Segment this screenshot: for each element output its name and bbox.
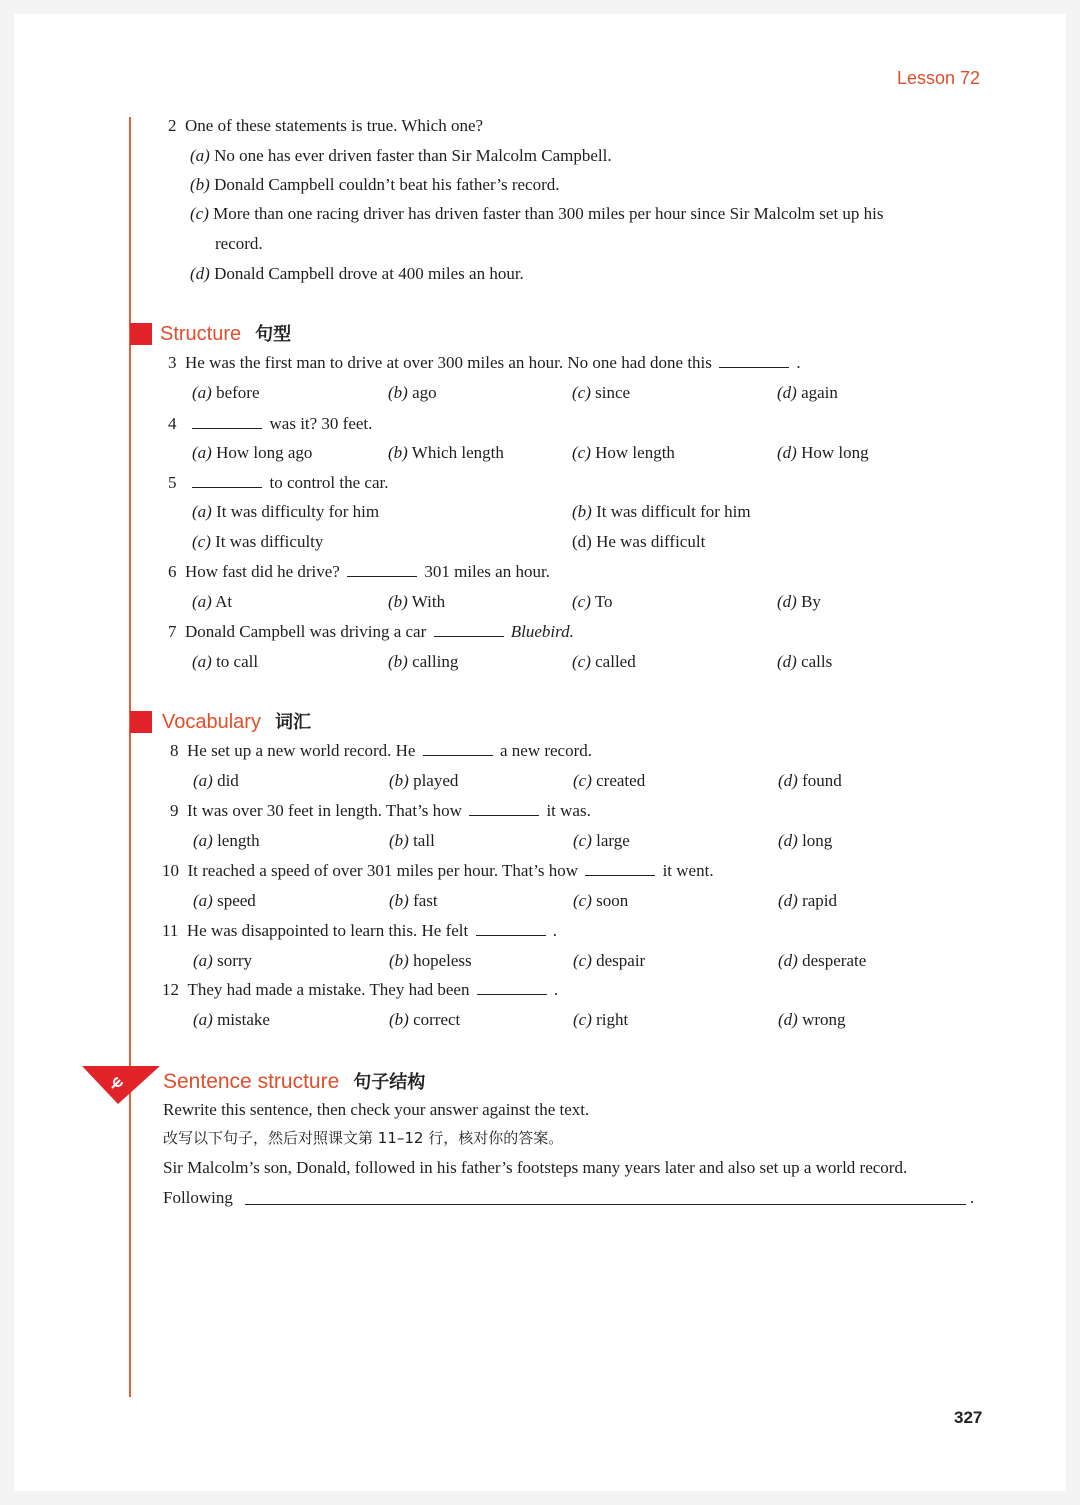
q10-option-d: (d) rapid [778, 891, 838, 910]
instruction-cn: 改写以下句子，然后对照课文第 11–12 行，核对你的答案。 [163, 1129, 564, 1147]
q2-option-a: (a) No one has ever driven faster than Sir Malcolm Campbell. [190, 146, 612, 165]
answer-blank[interactable] [192, 414, 262, 429]
q9-option-c: (c) large [573, 831, 630, 850]
q11-option-b: (b) hopeless [389, 951, 472, 970]
question-10: 10 It reached a speed of over 301 miles per hour. That’s how it went. [162, 861, 714, 880]
structure-marker [130, 323, 152, 345]
q6-option-d: (d) By [777, 592, 821, 611]
q7-option-d: (d) calls [777, 652, 833, 671]
q8-option-a: (a) did [193, 771, 239, 790]
q2-option-b: (b) Donald Campbell couldn’t beat his father’s record. [190, 175, 560, 194]
q2-option-c-cont: record. [215, 234, 263, 253]
q6-option-a: (a) At [192, 592, 233, 611]
answer-line[interactable] [245, 1204, 966, 1205]
instruction-en: Rewrite this sentence, then check your answer against the text. [163, 1100, 590, 1119]
answer-blank[interactable] [423, 741, 493, 756]
q12-option-b: (b) correct [389, 1010, 461, 1029]
answer-blank[interactable] [585, 861, 655, 876]
q2-option-d: (d) Donald Campbell drove at 400 miles an hour. [190, 264, 524, 283]
q5-option-d: (d) He was difficult [572, 532, 706, 551]
q3-option-d: (d) again [777, 383, 838, 402]
answer-blank[interactable] [469, 801, 539, 816]
q9-option-d: (d) long [778, 831, 833, 850]
q4-option-c: (c) How length [572, 443, 675, 462]
answer-blank[interactable] [477, 980, 547, 995]
vocabulary-marker [130, 711, 152, 733]
q4-option-d: (d) How long [777, 443, 869, 462]
q7-option-c: (c) called [572, 652, 636, 671]
lesson-label: Lesson 72 [897, 68, 981, 88]
q8-option-b: (b) played [389, 771, 459, 790]
q2-option-c: (c) More than one racing driver has driven faster than 300 miles per hour since Sir Malcolm set up his [190, 204, 884, 223]
q5-option-b: (b) It was difficult for him [572, 502, 751, 521]
q6-option-b: (b) With [388, 592, 446, 611]
q7-option-a: (a) to call [192, 652, 259, 671]
q3-option-c: (c) since [572, 383, 631, 402]
q8-option-d: (d) found [778, 771, 842, 790]
question-7: 7 Donald Campbell was driving a car Bluebird. [168, 622, 574, 641]
question-11: 11 He was disappointed to learn this. He felt . [162, 921, 557, 940]
q6-option-c: (c) To [572, 592, 613, 611]
q3-option-b: (b) ago [388, 383, 437, 402]
q12-option-d: (d) wrong [778, 1010, 846, 1029]
answer-blank[interactable] [434, 622, 504, 637]
q10-option-a: (a) speed [193, 891, 256, 910]
question-4: 4 was it? 30 feet. [168, 414, 373, 433]
wrench-flag-icon [82, 1064, 162, 1106]
q8-option-c: (c) created [573, 771, 646, 790]
question-12: 12 They had made a mistake. They had been . [162, 980, 559, 999]
question-6: 6 How fast did he drive? 301 miles an hour. [168, 562, 550, 581]
vocabulary-heading: Vocabulary 词汇 [162, 711, 311, 733]
q5-option-a: (a) It was difficulty for him [192, 502, 380, 521]
question-5: 5 to control the car. [168, 473, 389, 492]
question-3: 3 He was the first man to drive at over 300 miles an hour. No one had done this . [168, 353, 801, 372]
q7-option-b: (b) calling [388, 652, 459, 671]
margin-rule [129, 117, 131, 1397]
question-2: 2 One of these statements is true. Which one? [168, 116, 484, 135]
structure-heading: Structure 句型 [160, 323, 292, 345]
answer-blank[interactable] [192, 473, 262, 488]
q4-option-a: (a) How long ago [192, 443, 313, 462]
answer-blank[interactable] [347, 562, 417, 577]
q9-option-a: (a) length [193, 831, 260, 850]
q3-option-a: (a) before [192, 383, 260, 402]
q11-option-c: (c) despair [573, 951, 646, 970]
answer-blank[interactable] [476, 921, 546, 936]
answer-blank[interactable] [719, 353, 789, 368]
page-number: 327 [954, 1408, 983, 1427]
source-sentence: Sir Malcolm’s son, Donald, followed in his father’s footsteps many years later and also set up a world record. [163, 1158, 908, 1177]
q12-option-c: (c) right [573, 1010, 629, 1029]
q9-option-b: (b) tall [389, 831, 435, 850]
q10-option-b: (b) fast [389, 891, 438, 910]
q4-option-b: (b) Which length [388, 443, 504, 462]
question-8: 8 He set up a new world record. He a new record. [170, 741, 593, 760]
sentence-structure-heading: Sentence structure 句子结构 [163, 1070, 426, 1093]
q11-option-d: (d) desperate [778, 951, 867, 970]
q11-option-a: (a) sorry [193, 951, 253, 970]
q12-option-a: (a) mistake [193, 1010, 270, 1029]
q10-option-c: (c) soon [573, 891, 629, 910]
question-9: 9 It was over 30 feet in length. That’s how it was. [170, 801, 591, 820]
answer-start: Following [163, 1188, 233, 1207]
answer-end: . [970, 1188, 975, 1207]
q5-option-c: (c) It was difficulty [192, 532, 324, 551]
